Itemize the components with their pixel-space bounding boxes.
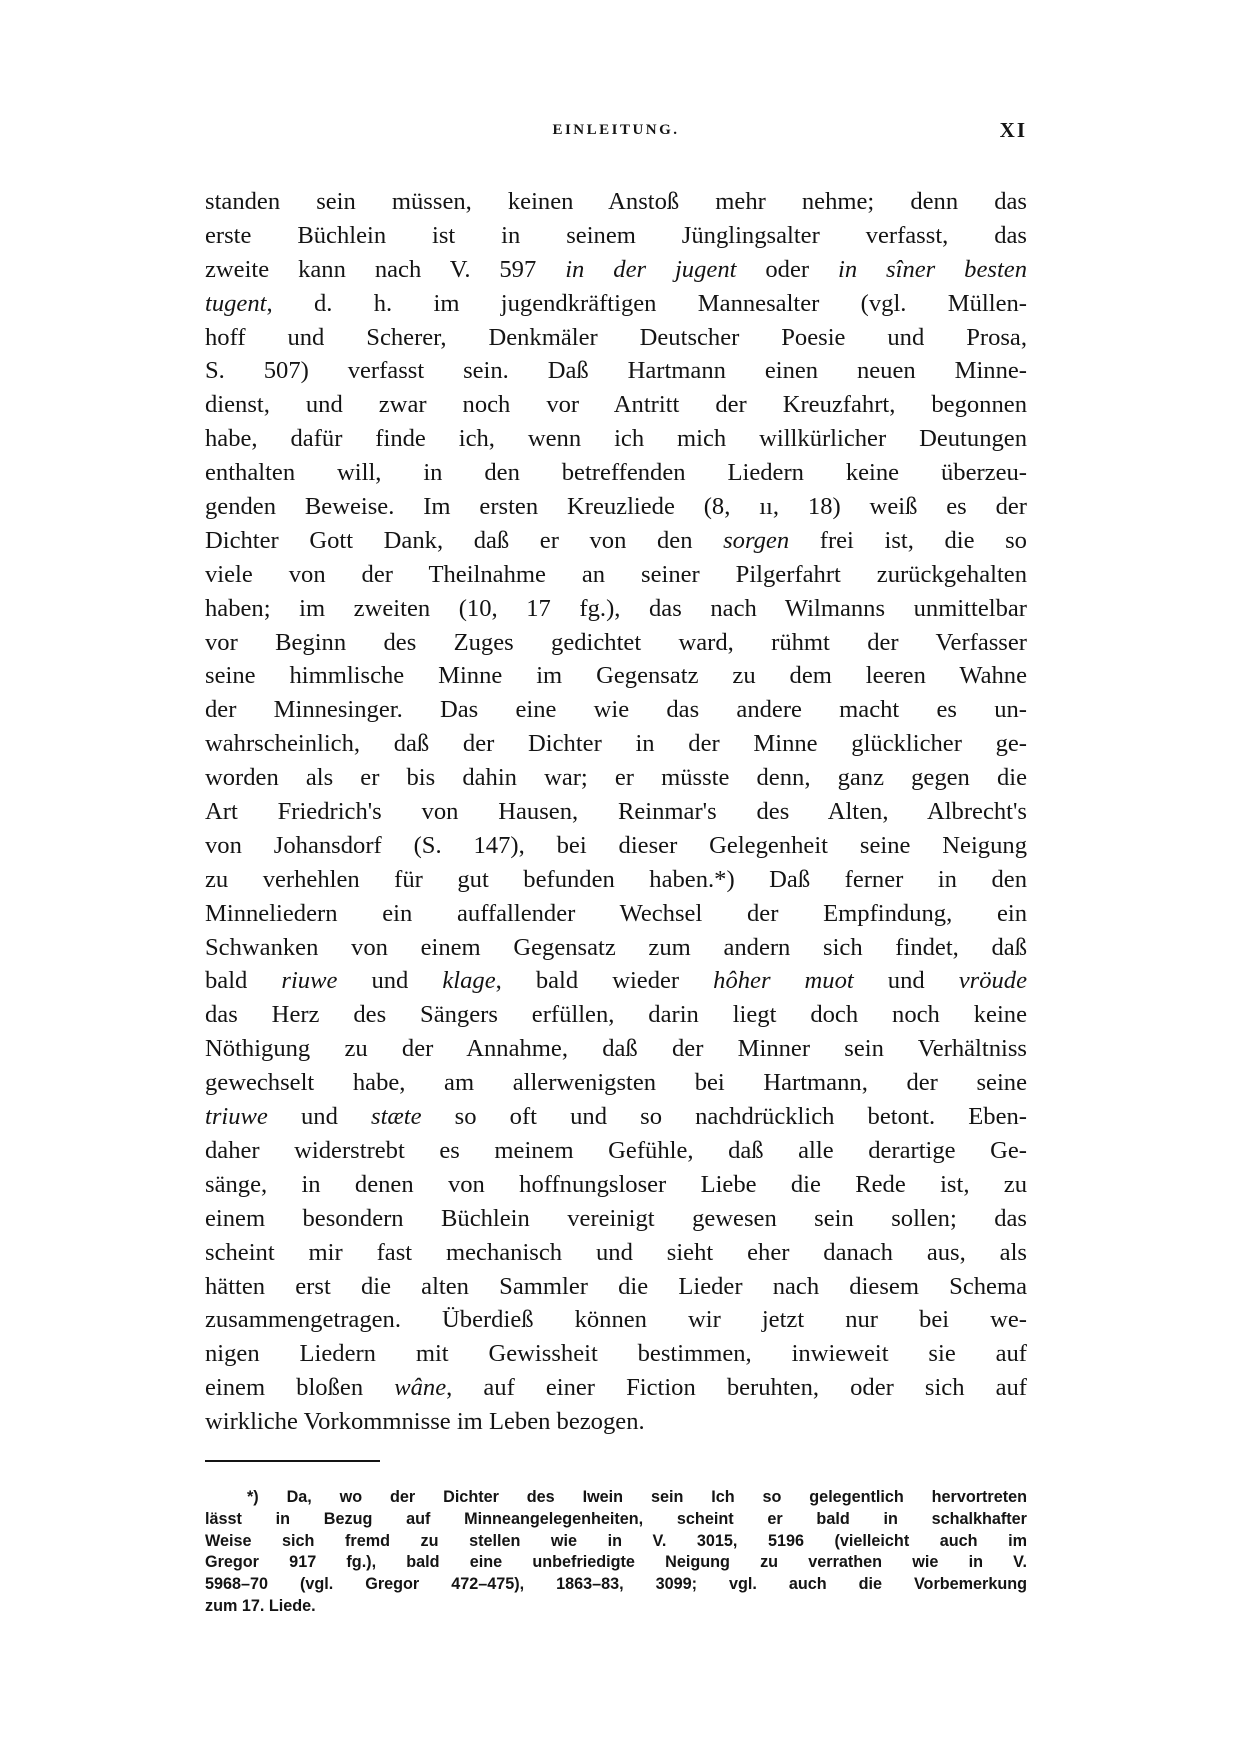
text-segment: seine himmlische Minne im Gegensatz zu dem leeren Wahne bbox=[205, 662, 1027, 690]
text-segment: frei ist, die so bbox=[789, 526, 1027, 554]
text-segment: vor Beginn des Zuges gedichtet ward, rühmt der Verfasser bbox=[205, 628, 1027, 656]
text-line bbox=[205, 795, 1027, 829]
text-segment: habe, dafür finde ich, wenn ich mich willkürlicher Deutungen bbox=[205, 425, 1027, 453]
text-line bbox=[205, 456, 1027, 490]
page-number: XI bbox=[999, 118, 1027, 142]
text-segment: einem bloßen bbox=[205, 1374, 395, 1402]
text-segment: Art Friedrich's von Hausen, Reinmar's des Alten, Albrecht's bbox=[205, 798, 1027, 826]
running-head: EINLEITUNG. bbox=[552, 122, 680, 138]
text-line bbox=[205, 287, 1027, 321]
text-line bbox=[205, 592, 1027, 626]
text-segment: enthalten will, in den betreffenden Liedern keine überzeu- bbox=[205, 459, 1027, 487]
text-segment: so oft und so nachdrücklich betont. Eben- bbox=[421, 1103, 1027, 1131]
text-segment: von Johansdorf (S. 147), bei dieser Gelegenheit seine Neigung bbox=[205, 831, 1027, 859]
text-segment: gewechselt habe, am allerwenigsten bei Hartmann, der seine bbox=[205, 1069, 1027, 1097]
text-line bbox=[205, 321, 1027, 355]
text-segment: dienst, und zwar noch vor Antritt der Kreuzfahrt, begonnen bbox=[205, 391, 1027, 419]
text-segment: das Herz des Sängers erfüllen, darin liegt doch noch keine bbox=[205, 1001, 1027, 1029]
text-line bbox=[205, 1100, 1027, 1134]
text-line bbox=[205, 1202, 1027, 1236]
italic-term: tugent bbox=[205, 289, 267, 317]
text-segment: zusammengetragen. Überdieß können wir jetzt nur bei we- bbox=[205, 1306, 1027, 1334]
text-line bbox=[205, 693, 1027, 727]
text-line bbox=[205, 1405, 1027, 1439]
text-segment: wirkliche Vorkommnisse im Leben bezogen. bbox=[205, 1408, 645, 1436]
italic-term: sorgen bbox=[723, 526, 790, 554]
text-line bbox=[205, 388, 1027, 422]
text-line bbox=[205, 1134, 1027, 1168]
text-line bbox=[205, 1032, 1027, 1066]
italic-term: triuwe bbox=[205, 1103, 268, 1131]
italic-term: wâne bbox=[394, 1374, 447, 1402]
footnote-line: zum 17. Liede. bbox=[205, 1596, 316, 1615]
text-segment: und bbox=[267, 1103, 371, 1131]
text-line bbox=[205, 998, 1027, 1032]
footnote-line: Weise sich fremd zu stellen wie in V. 3015, 5196 (vielleicht auch im bbox=[205, 1531, 1027, 1550]
text-line bbox=[205, 1303, 1027, 1337]
text-segment: genden Beweise. Im ersten Kreuzliede (8, ıı, 18) weiß es der bbox=[205, 493, 1027, 521]
italic-term: in sîner besten bbox=[838, 255, 1027, 283]
text-line bbox=[205, 1371, 1027, 1405]
text-line bbox=[205, 490, 1027, 524]
text-segment: und bbox=[337, 967, 443, 995]
text-segment: zu verhehlen für gut befunden haben.*) Daß ferner in den bbox=[205, 865, 1027, 893]
text-segment: wahrscheinlich, daß der Dichter in der Minne glücklicher ge- bbox=[205, 730, 1027, 758]
text-line bbox=[205, 1236, 1027, 1270]
text-line bbox=[205, 829, 1027, 863]
text-line bbox=[205, 964, 1027, 998]
text-line bbox=[205, 558, 1027, 592]
footnote-line: 5968–70 (vgl. Gregor 472–475), 1863–83, 3099; vgl. auch die Vorbemerkung bbox=[205, 1575, 1027, 1594]
text-segment: Dichter Gott Dank, daß er von den bbox=[205, 526, 724, 554]
text-segment: hoff und Scherer, Denkmäler Deutscher Poesie und Prosa, bbox=[205, 323, 1027, 351]
text-line bbox=[205, 727, 1027, 761]
italic-term: vröude bbox=[958, 967, 1028, 995]
text-segment: der Minnesinger. Das eine wie das andere macht es un- bbox=[205, 696, 1027, 724]
text-line bbox=[205, 1270, 1027, 1304]
text-segment: sänge, in denen von hoffnungsloser Liebe die Rede ist, zu bbox=[205, 1170, 1027, 1198]
text-line bbox=[205, 897, 1027, 931]
text-line bbox=[205, 422, 1027, 456]
text-segment: Minneliedern ein auffallender Wechsel der Empfindung, ein bbox=[205, 899, 1027, 927]
italic-term: stæte bbox=[371, 1103, 422, 1131]
text-segment: oder bbox=[736, 255, 838, 283]
text-line bbox=[205, 1066, 1027, 1100]
text-segment: erste Büchlein ist in seinem Jünglingsalter verfasst, das bbox=[205, 221, 1027, 249]
text-line bbox=[205, 354, 1027, 388]
text-line bbox=[205, 761, 1027, 795]
text-segment: nigen Liedern mit Gewissheit bestimmen, inwieweit sie auf bbox=[205, 1340, 1027, 1368]
text-segment: Nöthigung zu der Annahme, daß der Minner sein Verhältniss bbox=[205, 1035, 1027, 1063]
text-segment: haben; im zweiten (10, 17 fg.), das nach Wilmanns unmittelbar bbox=[205, 594, 1027, 622]
body-text bbox=[205, 185, 1027, 1439]
text-segment: einem besondern Büchlein vereinigt gewesen sein sollen; das bbox=[205, 1204, 1027, 1232]
footnote-rule bbox=[205, 1460, 380, 1462]
text-segment: Schwanken von einem Gegensatz zum andern sich findet, daß bbox=[205, 933, 1027, 961]
footnote-line: lässt in Bezug auf Minneangelegenheiten, scheint er bald in schalkhafter bbox=[205, 1509, 1027, 1528]
text-segment: scheint mir fast mechanisch und sieht eher danach aus, als bbox=[205, 1238, 1027, 1266]
text-segment: zweite kann nach V. 597 bbox=[205, 255, 566, 283]
text-segment: bald bbox=[205, 967, 282, 995]
italic-term: hôher muot bbox=[713, 967, 854, 995]
text-segment: S. 507) verfasst sein. Daß Hartmann einen neuen Minne- bbox=[205, 357, 1027, 385]
italic-term: riuwe bbox=[281, 967, 338, 995]
italic-term: klage bbox=[442, 967, 496, 995]
text-line bbox=[205, 1168, 1027, 1202]
text-segment: , auf einer Fiction beruhten, oder sich auf bbox=[446, 1374, 1028, 1402]
text-segment: , bald wieder bbox=[495, 967, 714, 995]
text-segment: daher widerstrebt es meinem Gefühle, daß alle derartige Ge- bbox=[205, 1136, 1027, 1164]
italic-term: in der jugent bbox=[565, 255, 737, 283]
text-line bbox=[205, 1337, 1027, 1371]
page-header bbox=[205, 118, 1027, 158]
text-line bbox=[205, 524, 1027, 558]
text-segment: standen sein müssen, keinen Anstoß mehr nehme; denn das bbox=[205, 188, 1027, 215]
text-line bbox=[205, 931, 1027, 965]
text-segment: viele von der Theilnahme an seiner Pilgerfahrt zurückgehalten bbox=[205, 560, 1027, 588]
footnote-line: *) Da, wo der Dichter des Iwein sein Ich so gelegentlich hervortreten bbox=[247, 1488, 1027, 1506]
text-segment: , d. h. im jugendkräftigen Mannesalter (vgl. Müllen- bbox=[266, 289, 1027, 317]
text-line bbox=[205, 185, 1027, 219]
text-segment: hätten erst die alten Sammler die Lieder nach diesem Schema bbox=[205, 1272, 1027, 1300]
text-line bbox=[205, 659, 1027, 693]
text-line bbox=[205, 626, 1027, 660]
text-segment: und bbox=[853, 967, 959, 995]
text-line bbox=[205, 219, 1027, 253]
footnote-line: Gregor 917 fg.), bald eine unbefriedigte Neigung zu verrathen wie in V. bbox=[205, 1553, 1027, 1572]
text-line bbox=[205, 253, 1027, 287]
footnote bbox=[205, 1487, 1027, 1618]
text-line bbox=[205, 863, 1027, 897]
text-segment: worden als er bis dahin war; er müsste denn, ganz gegen die bbox=[205, 764, 1027, 792]
